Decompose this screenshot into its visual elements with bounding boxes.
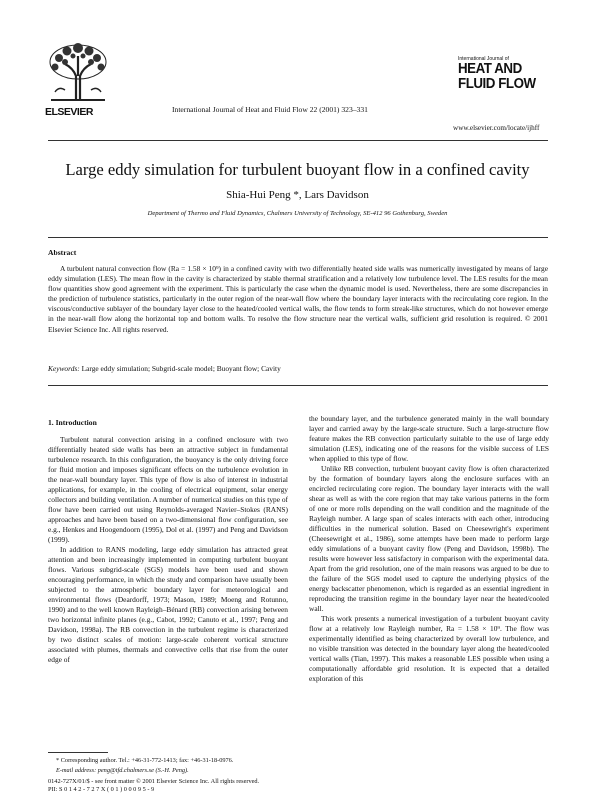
abstract-heading: Abstract bbox=[48, 248, 77, 257]
article-authors: Shia-Hui Peng *, Lars Davidson bbox=[226, 189, 369, 201]
journal-logo-line1: HEAT AND bbox=[458, 61, 522, 77]
footnote-corresponding: * Corresponding author. Tel.: +46-31-772-1413; fax: +46-31-18-0976. bbox=[56, 757, 234, 764]
right-paragraph: Unlike RB convection, turbulent buoyant cavity flow is often characterized by the formation of boundary layers along the enclosure surfaces with an encircled recirculating core region. The boundary layer interacts with the wall shear as well as with the core region that may take various patterns in the form of one or more rolls depending on the wall condition and the magnitude of the Rayleigh number. A large span of scales interacts with each other, introducing difficulties in the numerical solution. Based on Cheesewright's experiment (Cheesewright et al., 1986), some attempts have been made to perform large eddy simulations of a buoyant cavity flow (Peng and Davidson, 1998b). The results were however less satisfactory in comparison with the experimental data. Apart from the grid resolution, one of the main reasons was argued to be due to the failure of the SGS model used to capture the underlying physics of the energy backscatter phenomenon, which is regarded as an essential ingredient in reproducing the transition regime in the boundary layer near the heated/cooled wall. bbox=[309, 464, 549, 613]
right-column bbox=[309, 414, 549, 684]
right-paragraph: This work presents a numerical investigation of a turbulent buoyant cavity flow at a relatively low Rayleigh number, Ra = 1.58 × 10⁹. The flow was experimentally identified as being characterized by overall low turbulence, and no visible transition was detected in the boundary layer along the heated/cooled vertical walls (Tian, 1997). This makes a reasonable LES possible when using a computationally affordable grid resolution. It is expected that a detailed exploration of this bbox=[309, 614, 549, 683]
title-rule bbox=[48, 237, 548, 238]
article-title: Large eddy simulation for turbulent buoyant flow in a confined cavity bbox=[65, 160, 530, 179]
left-paragraph: Turbulent natural convection arising in a confined enclosure with two differentially heated side walls has been an attractive subject in fundamental turbulence research. In this configuration, the buoyancy is the only driving force for fluid motion and imposes significant effects on the turbulence evolution in the near-wall boundary layer. This type of flow is also of interest in industrial applications, for example, in the cooling of electrical equipment, solar energy collectors and building ventilation. A number of numerical studies on this type of flow have been carried out using Reynolds-averaged Navier–Stokes (RANS) approaches and have been based on a two-dimensional flow configuration, see e.g., Henkes and Hoogendoorn (1995), Dol et al. (1997) and Peng and Davidson (1999). bbox=[48, 435, 288, 544]
keywords bbox=[48, 364, 548, 373]
journal-reference: International Journal of Heat and Fluid Flow 22 (2001) 323–331 bbox=[172, 105, 368, 114]
footer bbox=[48, 778, 548, 794]
elsevier-tree-icon bbox=[45, 42, 111, 102]
publisher-name: ELSEVIER bbox=[45, 106, 93, 118]
left-paragraph: In addition to RANS modeling, large eddy simulation has attracted great attention and been increasingly implemented in computing turbulent buoyant flows. Various subgrid-scale (SGS) models have been used and shown encouraging performance, in which the study and comparison have usually been subjected to the atmospheric boundary layer for meteorological and environmental flows (Deardorff, 1973; Mason, 1989; Moeng and Rotunno, 1990) and to the well known Rayleigh–Bénard (RB) convection arising between two horizontal infinite planes (e.g., Cabot, 1992; Canuto et al., 1997; Peng and Davidson, 1998a). The RB convection in the turbulent regime is characterized by two distinct scales of motion: large-scale coherent vortical structure associated with plumes, thermals and convective cells that rise from the outer edge of bbox=[48, 545, 288, 664]
footer-copyright: 0142-727X/01/$ - see front matter © 2001 Elsevier Science Inc. All rights reserved. bbox=[48, 778, 260, 785]
journal-logo-line2: FLUID FLOW bbox=[458, 76, 536, 92]
footnote-rule bbox=[48, 752, 108, 753]
footer-pii: PII: S 0 1 4 2 - 7 2 7 X ( 0 1 ) 0 0 0 9 5 - 9 bbox=[48, 786, 155, 793]
header-rule bbox=[48, 140, 548, 141]
footnote bbox=[48, 756, 328, 775]
left-column bbox=[48, 435, 288, 665]
author-affiliation: Department of Thermo and Fluid Dynamics, Chalmers University of Technology, SE-412 96 Gothenburg, Sweden bbox=[147, 210, 448, 217]
right-paragraph: the boundary layer, and the turbulence generated mainly in the wall boundary layer and carried away by the large-scale structure. Such a large-structure flow feature makes the RB convection particularly suitable to the use of large eddy simulation (LES), indicating one of the reasons for the visible success of LES when applied to this type of flow. bbox=[309, 414, 549, 463]
keywords-list: Large eddy simulation; Subgrid-scale model; Buoyant flow; Cavity bbox=[81, 364, 281, 373]
journal-logo-small: International Journal of bbox=[458, 56, 509, 62]
abstract-text: A turbulent natural convection flow (Ra = 1.58 × 10⁹) in a confined cavity with two differentially heated side walls was numerically investigated by means of large eddy simulation (LES). The mean flow in the cavity is characterized by stable thermal stratification and a relatively low turbulence level. The LES results for the mean flow quantities show good agreement with the experiment. This is particularly the case when the dynamic model is used. Nevertheless, there are some discrepancies in the prediction of turbulence statistics, particularly in the outer region of the near-wall flow where the boundary layer interacts with the recirculating core region. In the viscous/conductive sublayer of the boundary layer close to the heated/cooled vertical walls, the flow tends to form streak-like structures, which do not however emerge in the near-wall flow along the horizontal top and bottom walls. To resolve the flow structure near the vertical walls, sufficient grid resolution is required. © 2001 Elsevier Science Inc. All rights reserved. bbox=[48, 264, 548, 334]
section-heading: 1. Introduction bbox=[48, 418, 97, 427]
keywords-label: Keywords: bbox=[48, 364, 80, 373]
elsevier-logo bbox=[45, 42, 111, 118]
abstract-rule bbox=[48, 385, 548, 386]
journal-url[interactable]: www.elsevier.com/locate/ijhff bbox=[453, 124, 540, 132]
footnote-email: E-mail address: peng@tfd.chalmers.se (S.-H. Peng). bbox=[56, 766, 189, 774]
journal-logo bbox=[458, 56, 550, 92]
